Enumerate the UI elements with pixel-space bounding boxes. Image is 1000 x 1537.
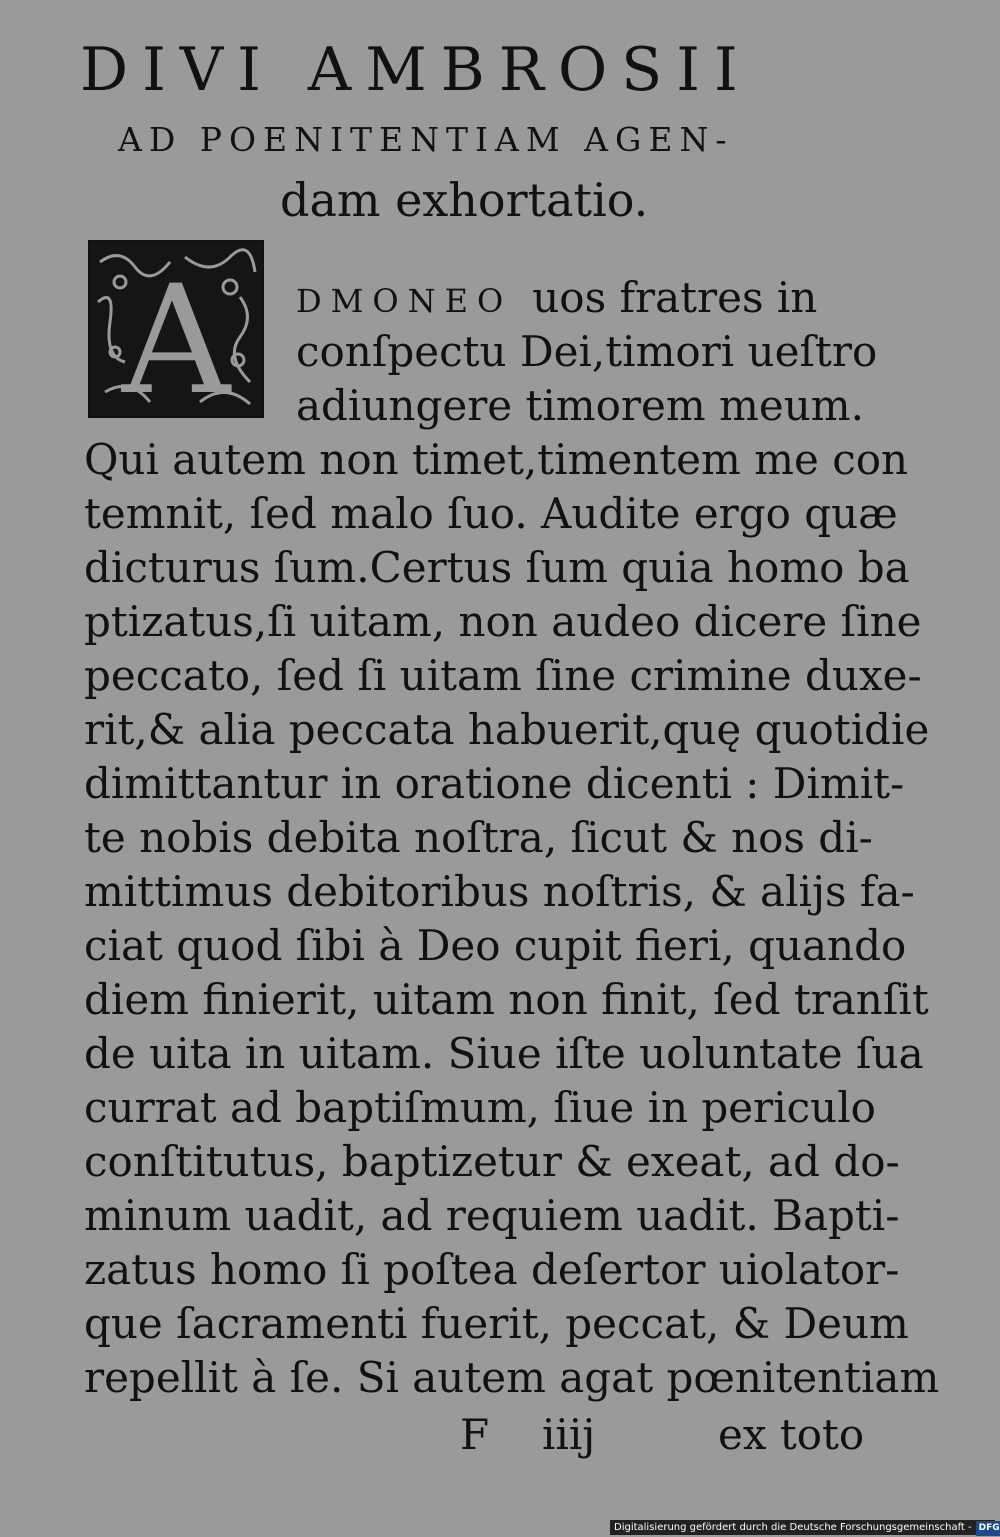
signature-number: iiij [542,1410,596,1459]
text-line: temnit, ſed malo ſuo. Audite ergo quæ [84,489,898,538]
text-line: que ſacramenti fuerit, peccat, & Deum [84,1299,909,1348]
text-line: conſtitutus, baptizetur & exeat, ad do- [84,1137,900,1186]
text-line: minum uadit, ad requiem uadit. Bapti- [84,1191,900,1240]
footer-credit [610,1520,1000,1535]
signature-mark: F [460,1410,490,1459]
catchword: ex toto [718,1410,865,1459]
text-line: mittimus debitoribus noſtris, & alijs fa- [84,867,915,916]
text-line: currat ad baptiſmum, ſiue in periculo [84,1083,876,1132]
title-line-1: DIVI AMBROSII [80,35,752,105]
text-line [296,272,817,327]
title-line-3: dam exhortatio. [280,173,649,227]
text-line: de uita in uitam. Siue iſte uoluntate ſua [84,1029,924,1078]
text-line: conſpectu Dei,timori ueſtro [296,327,878,376]
footer-text: Digitalisierung gefördert durch die Deutsche Forschungsgemeinschaft - [614,1522,972,1533]
text-line: ciat quod ſibi à Deo cupit fieri, quando [84,921,907,970]
dfg-logo: DFG [976,1521,1000,1536]
signature-line [460,1410,865,1466]
text-line: repellit à ſe. Si autem agat pœnitentiam [84,1353,940,1402]
text-line: diem finierit, uitam non finit, ſed tranſit [84,975,929,1024]
text-line: ptizatus,ſi uitam, non audeo dicere ſine [84,597,922,646]
text-line: zatus homo ſi poſtea deſertor uiolator- [84,1245,900,1294]
first-word: DMONEO [296,282,513,320]
ornament-icon [90,242,262,416]
text-line: rit,& alia peccata habuerit,quę quotidie [84,705,930,754]
text-line: te nobis debita noſtra, ſicut & nos di- [84,813,873,862]
decorated-initial-letter [88,240,264,418]
title-line-2: AD POENITENTIAM AGEN- [118,120,734,159]
text-line: adiungere timorem meum. [296,381,864,430]
text-line: Qui autem non timet,timentem me con [84,435,909,484]
initial-letter: A [121,254,231,416]
text-line: dicturus ſum.Certus ſum quia homo ba [84,543,910,592]
text-line: peccato, ſed ſi uitam ſine crimine duxe- [84,651,922,700]
line-rest: uos fratres in [532,273,818,322]
text-line: dimittantur in oratione dicenti : Dimit- [84,759,905,808]
